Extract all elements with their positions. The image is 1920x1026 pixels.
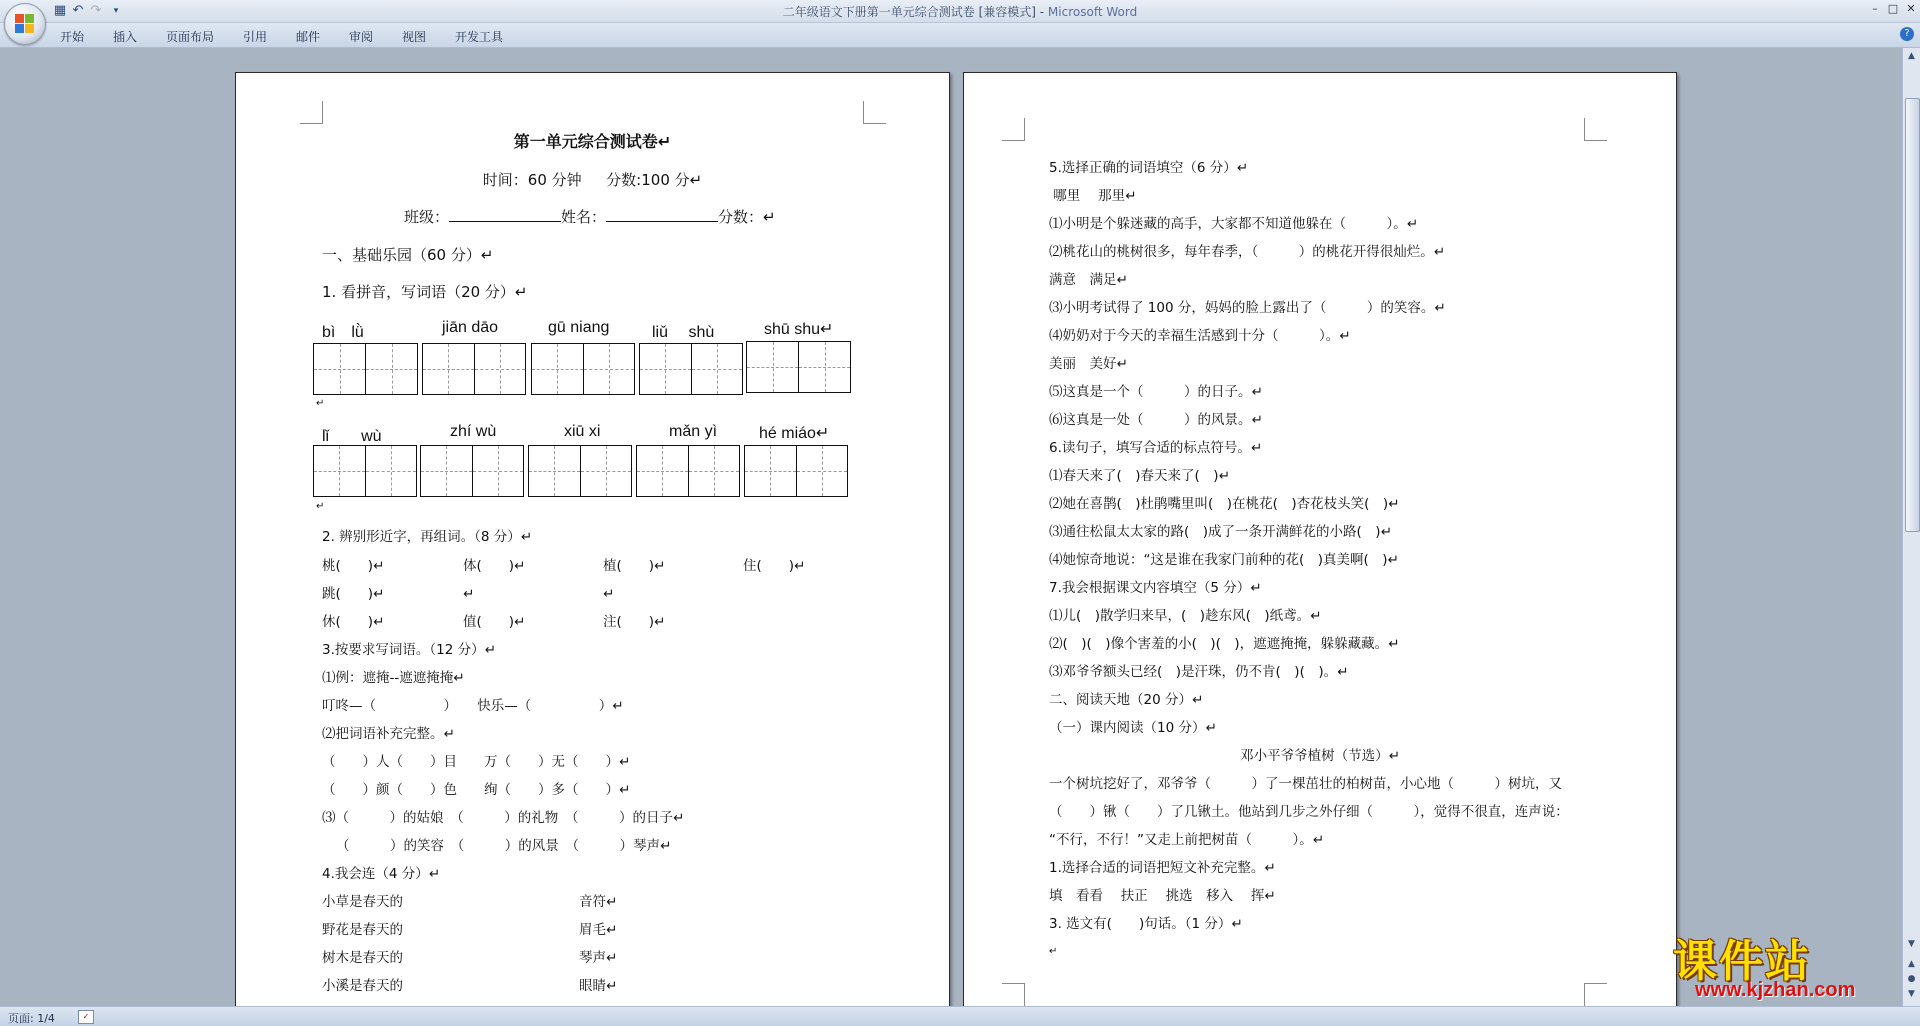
crop-mark <box>300 101 323 124</box>
match-right-item: 眉毛↵ <box>579 922 618 938</box>
writing-grid[interactable] <box>422 343 526 395</box>
answer-blank[interactable]: 体( )↵ <box>463 558 526 574</box>
tab-mailings[interactable]: 邮件 <box>296 30 321 44</box>
answer-blank[interactable]: 跳( )↵ <box>322 586 385 602</box>
paragraph-mark: ↵ <box>316 398 325 409</box>
paragraph-mark: ↵ <box>463 586 475 602</box>
writing-grid[interactable] <box>744 445 848 497</box>
word-choices: 哪里 那里↵ <box>1049 188 1137 204</box>
question-line[interactable]: ⑶（ ）的姑娘 （ ）的礼物 （ ）的日子↵ <box>322 810 685 826</box>
question-heading: 4.我会连（4 分）↵ <box>322 866 441 882</box>
pinyin-label: bì lǜ <box>322 324 364 341</box>
redo-icon[interactable]: ↷ <box>90 3 102 18</box>
page-count-status[interactable]: 页面: 1/4 <box>8 1012 55 1025</box>
question-line[interactable]: （ ）的笑容 （ ）的风景 （ ）琴声↵ <box>336 838 672 854</box>
question-line: ⑴例：遮掩--遮遮掩掩↵ <box>322 670 465 686</box>
pinyin-label: gū niang <box>548 319 610 336</box>
class-blank[interactable] <box>449 209 561 222</box>
subsection-heading: （一）课内阅读（10 分）↵ <box>1049 720 1217 736</box>
tab-insert[interactable]: 插入 <box>113 30 138 44</box>
office-button[interactable] <box>4 3 46 45</box>
answer-blank[interactable]: 住( )↵ <box>743 558 806 574</box>
paragraph-mark: ↵ <box>603 586 615 602</box>
exam-time-score: 时间：60 分钟 分数:100 分↵ <box>482 171 703 189</box>
writing-grid[interactable] <box>531 343 635 395</box>
section-heading: 一、基础乐园（60 分）↵ <box>322 246 494 264</box>
crop-mark <box>1584 983 1607 1006</box>
question-line[interactable]: ⑸这真是一个（ ）的日子。↵ <box>1049 384 1263 400</box>
question-heading: 3.按要求写词语。（12 分）↵ <box>322 642 496 658</box>
answer-blank[interactable]: 值( )↵ <box>463 614 526 630</box>
question-line[interactable]: ⑶小明考试得了 100 分，妈妈的脸上露出了（ ）的笑容。↵ <box>1049 300 1446 316</box>
match-right-item: 眼睛↵ <box>579 978 618 994</box>
passage-line[interactable]: （ ）锹（ ）了几锹土。他站到几步之外仔细（ ），觉得不很直，连声说： <box>1049 804 1569 820</box>
pinyin-label: shū shu↵ <box>764 321 834 338</box>
status-bar <box>0 1006 1920 1026</box>
help-icon[interactable]: ? <box>1900 27 1914 41</box>
writing-grid[interactable] <box>746 341 851 393</box>
question-line[interactable]: ⑶邓爷爷额头已经( )是汗珠，仍不肯( )( )。↵ <box>1049 664 1349 680</box>
pinyin-label: xiū xi <box>564 423 601 440</box>
minimize-icon[interactable]: – <box>1872 2 1878 15</box>
scroll-down-icon[interactable]: ▼ <box>1908 939 1915 949</box>
paragraph-mark: ↵ <box>1049 946 1058 957</box>
pinyin-label: lǐ wù <box>322 428 382 445</box>
title-bar <box>0 0 1920 23</box>
match-left-item: 树木是春天的 <box>322 950 403 966</box>
match-right-item: 琴声↵ <box>579 950 618 966</box>
restore-icon[interactable]: □ <box>1887 2 1899 15</box>
question-line[interactable]: 3. 选文有( )句话。（1 分）↵ <box>1049 916 1243 932</box>
tab-review[interactable]: 审阅 <box>349 30 374 44</box>
next-page-icon[interactable]: ▼ <box>1908 989 1915 999</box>
word-choices: 美丽 美好↵ <box>1049 356 1128 372</box>
page-title: 第一单元综合测试卷↵ <box>513 132 672 151</box>
question-line[interactable]: （ ）人（ ）目 万（ ）无（ ）↵ <box>322 754 631 770</box>
tab-developer[interactable]: 开发工具 <box>455 30 504 44</box>
name-blank[interactable] <box>606 209 718 222</box>
customize-icon[interactable]: ▾ <box>113 6 119 16</box>
paragraph-mark: ↵ <box>316 501 325 512</box>
passage-line[interactable]: “不行，不行！”又走上前把树苗（ ）。↵ <box>1049 832 1325 848</box>
ribbon-tabs <box>0 23 1920 48</box>
previous-page-icon[interactable]: ▲ <box>1908 959 1915 969</box>
writing-grid[interactable] <box>528 445 632 497</box>
pinyin-label: jiān dāo <box>442 319 499 336</box>
save-icon[interactable]: ▦ <box>53 3 67 18</box>
document-title: 二年级语文下册第一单元综合测试卷 [兼容模式] - <box>782 5 1048 19</box>
writing-grid[interactable] <box>420 445 524 497</box>
pinyin-label: liǔ shù <box>652 324 715 341</box>
scroll-up-icon[interactable]: ▲ <box>1908 51 1915 61</box>
scroll-thumb[interactable] <box>1905 98 1920 532</box>
question-line[interactable]: ⑵她在喜鹊( )杜鹃嘴里叫( )在桃花( )杏花枝头笑( )↵ <box>1049 496 1400 512</box>
question-line[interactable]: ⑴儿( )散学归来早，( )趁东风( )纸鸢。↵ <box>1049 608 1322 624</box>
question-line[interactable]: ⑷她惊奇地说：“这是谁在我家门前种的花( )真美啊( )↵ <box>1049 552 1399 568</box>
student-info-line <box>404 208 776 226</box>
office-logo-icon <box>15 14 35 34</box>
tab-view[interactable]: 视图 <box>402 30 427 44</box>
question-heading: 5.选择正确的词语填空（6 分）↵ <box>1049 160 1249 176</box>
question-heading: 2. 辨别形近字，再组词。（8 分）↵ <box>322 529 533 545</box>
question-line: 1.选择合适的词语把短文补充完整。↵ <box>1049 860 1276 876</box>
window-title <box>0 3 1920 20</box>
pinyin-label: mǎn yì <box>669 423 718 440</box>
crop-mark <box>1002 118 1025 141</box>
tab-page-layout[interactable]: 页面布局 <box>166 30 215 44</box>
section-heading: 二、阅读天地（20 分）↵ <box>1049 692 1204 708</box>
question-line[interactable]: ⑴春天来了( )春天来了( )↵ <box>1049 468 1230 484</box>
tab-home[interactable]: 开始 <box>60 30 85 44</box>
answer-blank[interactable]: 休( )↵ <box>322 614 385 630</box>
match-left-item: 小溪是春天的 <box>322 978 403 994</box>
answer-blank[interactable]: 植( )↵ <box>603 558 666 574</box>
question-heading: 6.读句子，填写合适的标点符号。↵ <box>1049 440 1263 456</box>
match-right-item: 音符↵ <box>579 894 618 910</box>
class-label: 班级： <box>404 208 450 226</box>
crop-mark <box>1584 118 1607 141</box>
vertical-scrollbar[interactable] <box>1902 48 1920 1006</box>
proofing-icon[interactable]: ✓ <box>78 1010 94 1024</box>
close-icon[interactable]: ✕ <box>1906 2 1916 15</box>
tab-references[interactable]: 引用 <box>243 30 268 44</box>
question-heading: 7.我会根据课文内容填空（5 分）↵ <box>1049 580 1262 596</box>
writing-grid[interactable] <box>636 445 740 497</box>
match-left-item: 小草是春天的 <box>322 894 403 910</box>
question-line: ⑵把词语补充完整。↵ <box>322 726 455 742</box>
score-label: 分数：↵ <box>718 208 776 226</box>
question-heading: 1. 看拼音，写词语（20 分）↵ <box>322 283 528 301</box>
question-line[interactable]: 叮咚—（ ） 快乐—（ ）↵ <box>322 698 624 714</box>
writing-grid[interactable] <box>313 343 418 395</box>
match-left-item: 野花是春天的 <box>322 922 403 938</box>
question-line[interactable]: ⑹这真是一处（ ）的风景。↵ <box>1049 412 1263 428</box>
watermark-url: www.kjzhan.com <box>1695 979 1856 1001</box>
document-page-1[interactable] <box>235 72 950 1006</box>
pinyin-label: hé miáo↵ <box>759 425 830 442</box>
crop-mark <box>1002 983 1025 1006</box>
passage-line[interactable]: 一个树坑挖好了，邓爷爷（ ）了一棵茁壮的柏树苗，小心地（ ）树坑，又 <box>1049 776 1562 792</box>
document-workspace <box>0 48 1902 1006</box>
document-page-2[interactable] <box>963 72 1677 1006</box>
question-line[interactable]: ⑵( )( )像个害羞的小( )( )，遮遮掩掩，躲躲藏藏。↵ <box>1049 636 1400 652</box>
site-watermark <box>1667 925 1902 1003</box>
answer-blank[interactable]: 注( )↵ <box>603 614 666 630</box>
word-choices: 填 看看 扶正 挑选 移入 挥↵ <box>1049 888 1276 904</box>
passage-title: 邓小平爷爷植树（节选）↵ <box>1240 748 1400 764</box>
question-line[interactable]: ⑵桃花山的桃树很多，每年春季，（ ）的桃花开得很灿烂。↵ <box>1049 244 1446 260</box>
question-line[interactable]: ⑴小明是个躲迷藏的高手，大家都不知道他躲在（ ）。↵ <box>1049 216 1419 232</box>
question-line[interactable]: ⑷奶奶对于今天的幸福生活感到十分（ ）。↵ <box>1049 328 1351 344</box>
watermark-brand: 课件站 <box>1673 936 1811 987</box>
pinyin-label: zhí wù <box>450 423 497 440</box>
name-label: 姓名： <box>561 208 607 226</box>
browse-object-icon[interactable]: ● <box>1907 974 1916 984</box>
question-line[interactable]: （ ）颜（ ）色 绚（ ）多（ ）↵ <box>322 782 631 798</box>
writing-grid[interactable] <box>639 343 743 395</box>
crop-mark <box>863 101 886 124</box>
app-name: Microsoft Word <box>1047 5 1138 19</box>
question-line[interactable]: ⑶通往松鼠太太家的路( )成了一条开满鲜花的小路( )↵ <box>1049 524 1392 540</box>
writing-grid[interactable] <box>313 445 417 497</box>
answer-blank[interactable]: 桃( )↵ <box>322 558 385 574</box>
undo-icon[interactable]: ↶ <box>72 3 84 18</box>
word-choices: 满意 满足↵ <box>1049 272 1128 288</box>
